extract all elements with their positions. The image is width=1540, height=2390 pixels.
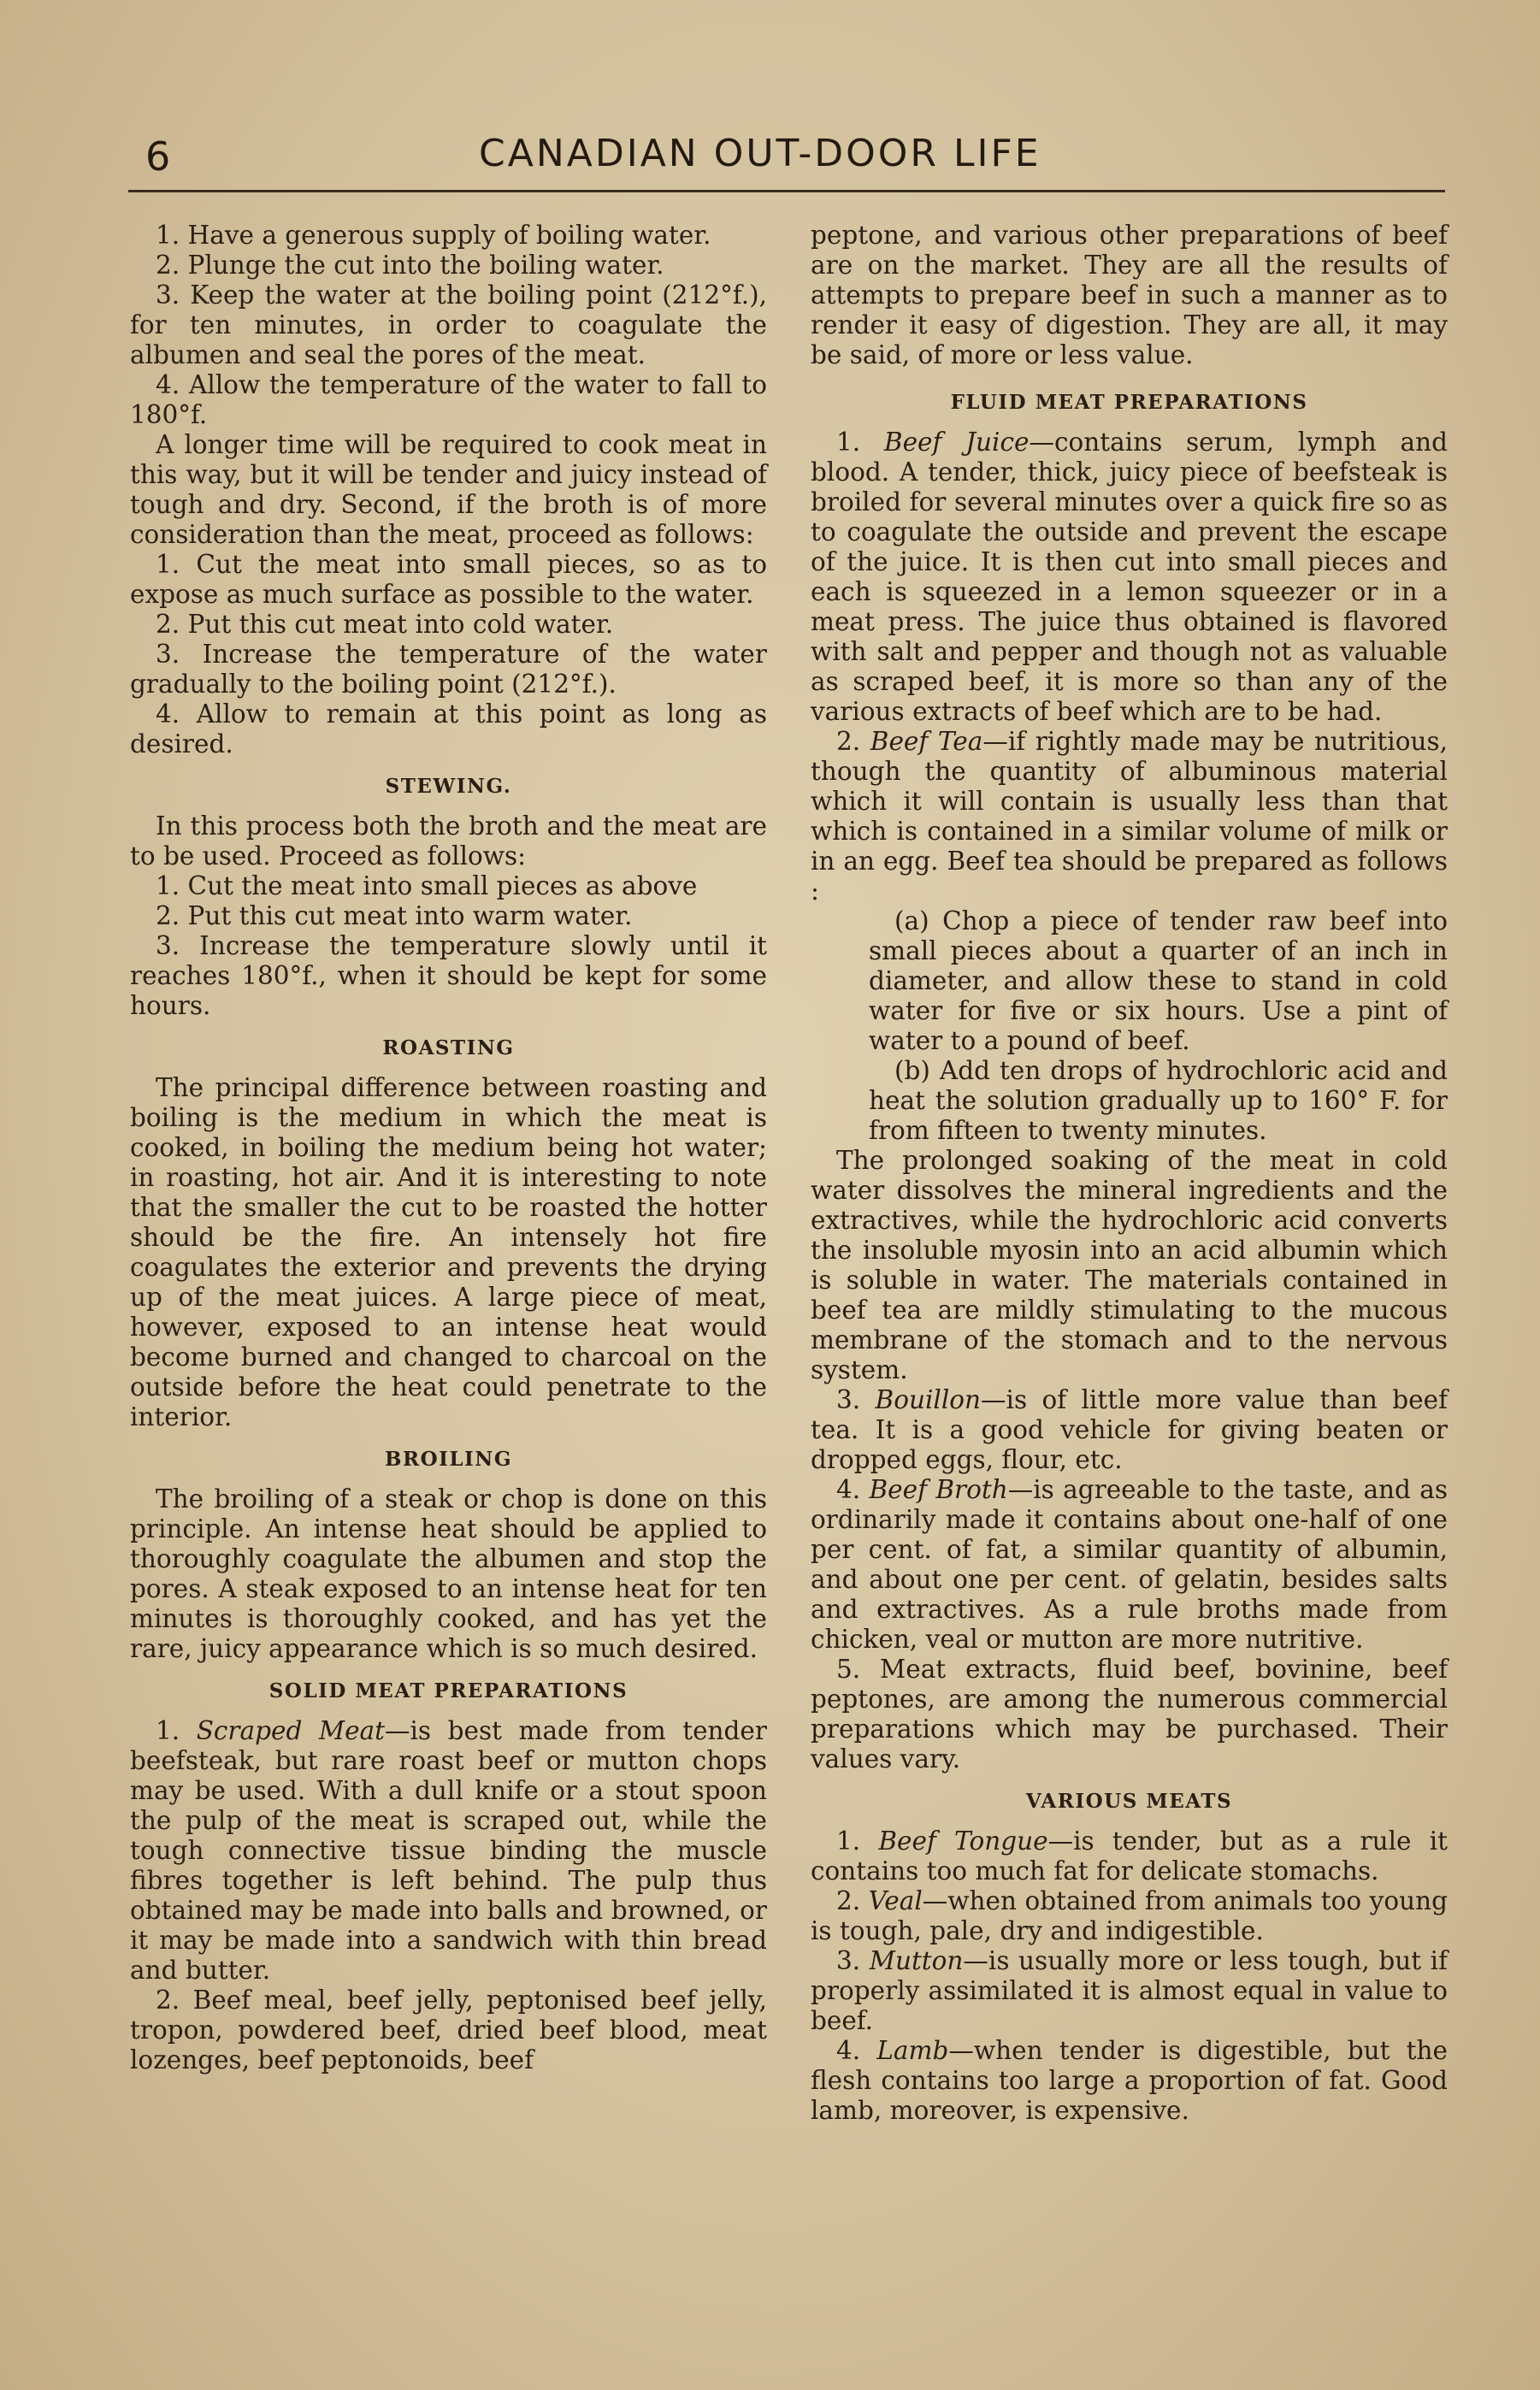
item-text: —is tender, but as a rule it contains too much fat for delicate stomachs. — [811, 1826, 1448, 1885]
item-number: 3. — [836, 1946, 861, 1975]
left-column — [130, 221, 767, 2075]
broiling-text: The broiling of a steak or chop is done on this principle. An intense heat should be applied to thoroughly coagulate the albumen and stop the pores. A steak exposed to an intense heat for ten minutes is thoroughly cooked, and has yet the rare, juicy appearance which is so much desired. — [130, 1484, 767, 1663]
boiling-step: 4. Allow the temperature of the water to fall to 180°f. — [130, 370, 767, 429]
mutton-item — [811, 1946, 1448, 2036]
page-header — [137, 128, 1445, 188]
item-text: —if rightly made may be nutritious, though the quantity of albuminous material which it will contain is usually less than that which is contained in a similar volume of milk or in an egg. Beef tea should be prepared as follows : — [811, 727, 1448, 906]
header-rule — [128, 190, 1445, 192]
beef-tea-item — [811, 727, 1448, 906]
item-text: —is of little more value than beef tea. It is a good vehicle for giving beaten or dropped eggs, flour, etc. — [811, 1385, 1448, 1474]
fluid-meat-heading: FLUID MEAT PREPARATIONS — [950, 391, 1308, 414]
beef-tea-substeps — [869, 906, 1448, 1146]
item-text: —contains serum, lymph and blood. A tender, thick, juicy piece of beefsteak is broiled for several minutes over a quick fire so as to coagulate the outside and prevent the escape of the juice. It is then cut into small pieces and each is squeezed in a lemon squeezer or in a meat press. The juice thus obtained is flavored with salt and pepper and though not as valuable as scraped beef, it is more so than any of the various extracts of beef which are to be had. — [811, 428, 1448, 726]
item-number: 1. — [836, 1826, 861, 1856]
various-meats-heading: VARIOUS MEATS — [1025, 1790, 1233, 1813]
item-number: 1. — [156, 1716, 180, 1745]
item-text: —is usually more or less tough, but if properly assimilated it is almost equal in value to beef. — [811, 1946, 1448, 2035]
running-title: CANADIAN OUT-DOOR LIFE — [479, 132, 1041, 175]
item-term: Beef Juice — [883, 428, 1030, 457]
bouillon-item — [811, 1385, 1448, 1475]
item-text: —when tender is digestible, but the flesh contains too large a proportion of fat. Good lamb, moreover, is expensive. — [811, 2036, 1448, 2125]
roasting-heading: ROASTING — [382, 1036, 515, 1059]
item-term: Beef Tongue — [878, 1826, 1048, 1856]
stewing-intro: In this process both the broth and the meat are to be used. Proceed as follows: — [130, 811, 767, 870]
item-term: Veal — [868, 1886, 923, 1915]
stewing-step: 2. Put this cut meat into warm water. — [156, 901, 633, 930]
broth-step: 1. Cut the meat into small pieces, so as to expose as much surface as possible to the water. — [130, 550, 767, 609]
item-text: —when obtained from animals too young is tough, pale, dry and indigestible. — [811, 1886, 1448, 1945]
boiling-step: 2. Plunge the cut into the boiling water. — [156, 251, 664, 280]
right-column — [811, 221, 1448, 2126]
item-term: Beef Tea — [870, 727, 983, 756]
broth-step: 2. Put this cut meat into cold water. — [156, 610, 614, 639]
lamb-item — [811, 2036, 1448, 2126]
page-number: 6 — [145, 133, 171, 180]
stewing-heading: STEWING. — [385, 775, 512, 798]
beef-juice-item — [811, 428, 1448, 727]
boiling-step: 1. Have a generous supply of boiling water. — [156, 221, 711, 250]
item-term: Bouillon — [875, 1385, 982, 1414]
soaking-paragraph: The prolonged soaking of the meat in cold water dissolves the mineral ingredients and the extractives, while the hydrochloric acid converts the insoluble myosin into an acid albumin which is soluble in water. The materials contained in beef tea are mildly stimulating to the mucous membrane of the stomach and to the nervous system. — [811, 1146, 1448, 1384]
meat-extracts-item: 5. Meat extracts, fluid beef, bovinine, beef peptones, are among the numerous commercial preparations which may be purchased. Their values vary. — [811, 1655, 1448, 1773]
beef-broth-item — [811, 1475, 1448, 1655]
item-text: —is agreeable to the taste, and as ordinarily made it contains about one-half of one per cent. of fat, a similar quantity of albumin, and about one per cent. of gelatin, besides salts and extractives. As a rule broths made from chicken, veal or mutton are more nutritive. — [811, 1475, 1448, 1654]
veal-item — [811, 1886, 1448, 1946]
beef-meal-item: 2. Beef meal, beef jelly, peptonised beef jelly, tropon, powdered beef, dried beef blood, meat lozenges, beef peptonoids, beef — [130, 1986, 767, 2074]
item-text: —is best made from tender beefsteak, but rare roast beef or mutton chops may be used. With a dull knife or a stout spoon the pulp of the meat is scraped out, while the tough connective tissue binding the muscle fibres together is left behind. The pulp thus obtained may be made into balls and browned, or it may be made into a sandwich with thin bread and butter. — [130, 1716, 767, 1985]
item-term: Mutton — [869, 1946, 964, 1975]
item-number: 2. — [836, 727, 861, 756]
broiling-heading: BROILING — [385, 1448, 512, 1471]
stewing-step: 3. Increase the temperature slowly until it reaches 180°f., when it should be kept for some hours. — [130, 931, 767, 1020]
item-number: 1. — [836, 428, 861, 457]
broth-step: 3. Increase the temperature of the water gradually to the boiling point (212°f.). — [130, 640, 767, 699]
substep-a: (a) Chop a piece of tender raw beef into small pieces about a quarter of an inch in diameter, and allow these to stand in cold water for five or six hours. Use a pint of water to a pound of beef. — [869, 906, 1448, 1055]
solid-meat-heading: SOLID MEAT PREPARATIONS — [268, 1679, 628, 1703]
item-term: Lamb — [876, 2036, 949, 2065]
substep-b: (b) Add ten drops of hydrochloric acid and heat the solution gradually up to 160° F. for from fifteen to twenty minutes. — [869, 1056, 1448, 1145]
beef-tongue-item — [811, 1826, 1448, 1886]
boiling-paragraph: A longer time will be required to cook meat in this way, but it will be tender and juicy instead of tough and dry. Second, if the broth is of more consideration than the meat, proceed as follows: — [130, 430, 767, 549]
stewing-step: 1. Cut the meat into small pieces as above — [156, 871, 698, 900]
item-number: 4. — [836, 1475, 861, 1504]
item-term: Scraped Meat — [196, 1716, 385, 1745]
item-number: 4. — [836, 2036, 861, 2065]
roasting-text: The principal difference between roasting and boiling is the medium in which the meat is cooked, in boiling the medium being hot water; in roasting, hot air. And it is interesting to note that the smaller the cut to be roasted the hotter should be the fire. An intensely hot fire coagulates the exterior and prevents the drying up of the meat juices. A large piece of meat, however, exposed to an intense heat would become burned and changed to charcoal on the outside before the heat could penetrate to the interior. — [130, 1073, 767, 1431]
continuation-paragraph: peptone, and various other preparations of beef are on the market. They are all the results of attempts to prepare beef in such a manner as to render it easy of digestion. They are all, it may be said, of more or less value. — [811, 221, 1448, 369]
scraped-meat-item — [130, 1716, 767, 1986]
item-number: 2. — [836, 1886, 861, 1915]
item-number: 3. — [836, 1385, 861, 1414]
item-term: Beef Broth — [869, 1475, 1008, 1504]
boiling-step: 3. Keep the water at the boiling point (212°f.), for ten minutes, in order to coagulate the albumen and seal the pores of the meat. — [130, 280, 767, 369]
broth-step: 4. Allow to remain at this point as long as desired. — [130, 699, 767, 758]
